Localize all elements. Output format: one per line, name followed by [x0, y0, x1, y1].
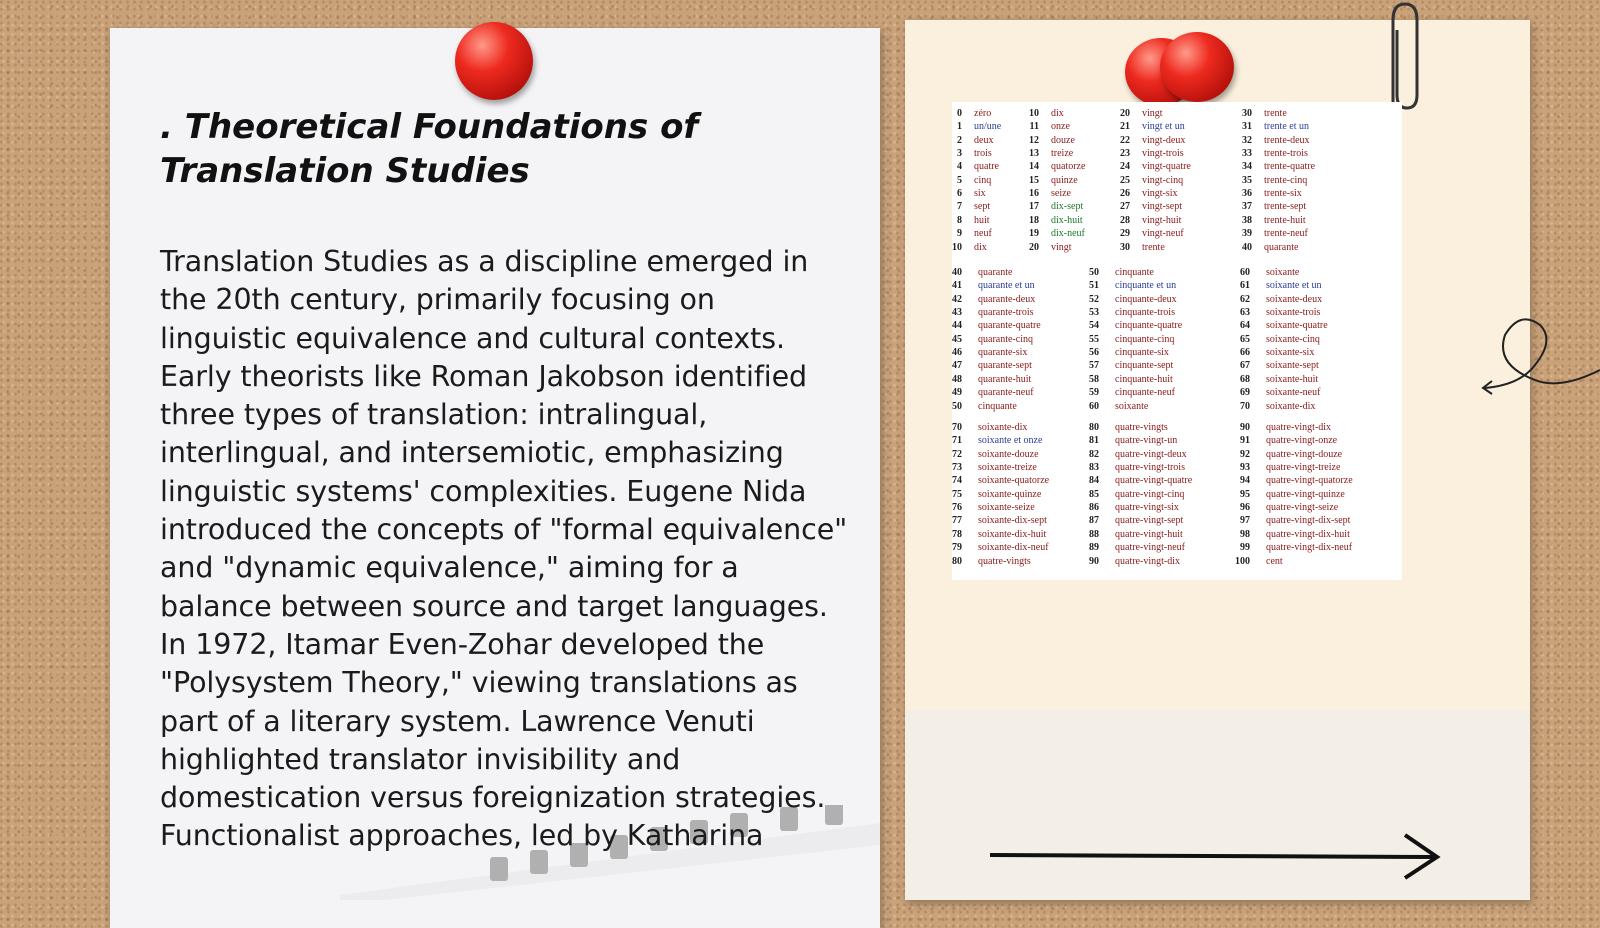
number-word: quatre-vingt-un	[1115, 435, 1178, 447]
number-word: soixante-dix-huit	[978, 528, 1047, 540]
number-row	[952, 294, 1402, 307]
number-digit: 20	[1029, 241, 1039, 253]
number-word: soixante-seize	[978, 502, 1035, 514]
number-word: trente-deux	[1264, 134, 1310, 146]
number-word: trente-huit	[1264, 214, 1306, 226]
number-word: soixante-huit	[1266, 373, 1319, 385]
number-digit: 68	[1240, 373, 1250, 385]
number-word: soixante-dix	[1266, 400, 1316, 412]
number-digit: 49	[952, 387, 962, 399]
number-digit: 36	[1242, 188, 1252, 200]
number-word: soixante-cinq	[1266, 333, 1320, 345]
number-word: cinquante	[978, 400, 1017, 412]
number-word: quatre-vingt-dix-sept	[1266, 515, 1351, 527]
number-digit: 80	[952, 555, 962, 567]
number-row	[952, 374, 1402, 387]
number-digit: 82	[1089, 448, 1099, 460]
number-digit: 30	[1242, 108, 1252, 119]
number-word: quarante et un	[978, 280, 1035, 292]
number-word: quatre-vingt-quinze	[1266, 488, 1345, 500]
number-word: vingt-neuf	[1142, 228, 1184, 240]
number-digit: 15	[1029, 174, 1039, 186]
number-word: dix-neuf	[1051, 228, 1085, 240]
number-word: cinquante-quatre	[1115, 320, 1183, 332]
number-row	[952, 135, 1402, 148]
number-word: soixante-quatorze	[978, 475, 1050, 487]
number-word: trente-cinq	[1264, 174, 1308, 186]
number-word: quatre-vingt-quatorze	[1266, 475, 1353, 487]
number-word: quarante	[978, 267, 1013, 278]
number-digit: 32	[1242, 134, 1252, 146]
number-digit: 11	[1029, 121, 1039, 133]
number-digit: 34	[1242, 161, 1252, 173]
number-word: soixante-quinze	[978, 488, 1042, 500]
number-word: vingt-huit	[1142, 214, 1182, 226]
number-row	[952, 215, 1402, 228]
number-digit: 60	[1089, 400, 1099, 412]
number-word: quatre-vingt-cinq	[1115, 488, 1185, 500]
number-word: quarante-quatre	[978, 320, 1041, 332]
number-digit: 70	[952, 422, 962, 433]
number-digit: 65	[1240, 333, 1250, 345]
number-word: cinquante et un	[1115, 280, 1177, 292]
number-digit: 40	[1242, 241, 1252, 253]
number-digit: 21	[1120, 121, 1130, 133]
number-digit: 96	[1240, 502, 1250, 514]
number-digit: 93	[1240, 462, 1250, 474]
number-word: cinquante-neuf	[1115, 387, 1175, 399]
number-word: quinze	[1051, 174, 1078, 186]
number-word: trente et un	[1264, 121, 1309, 133]
number-digit: 90	[1089, 555, 1099, 567]
number-row	[952, 449, 1402, 462]
number-digit: 47	[952, 360, 962, 372]
arrow-right-icon	[985, 830, 1445, 880]
number-row	[952, 422, 1402, 435]
number-word: cinquante-six	[1115, 347, 1169, 359]
number-digit: 100	[1235, 555, 1250, 567]
number-digit: 42	[952, 293, 962, 305]
number-word: quatre	[974, 161, 999, 173]
pushpin-icon	[455, 22, 533, 100]
number-row	[952, 320, 1402, 333]
number-word: vingt-six	[1142, 188, 1178, 200]
slide-title: . Theoretical Foundations of Translation Studies	[160, 107, 699, 191]
number-word: quatre-vingt-dix-huit	[1266, 528, 1350, 540]
number-word: quatorze	[1051, 161, 1086, 173]
number-row	[952, 542, 1402, 555]
number-digit: 97	[1240, 515, 1250, 527]
number-digit: 33	[1242, 148, 1252, 160]
number-row	[952, 462, 1402, 475]
number-word: quatre-vingt-sept	[1115, 515, 1184, 527]
number-digit: 5	[957, 174, 962, 186]
number-word: zéro	[974, 108, 992, 119]
number-word: six	[974, 188, 986, 200]
number-word: soixante	[1266, 267, 1300, 278]
number-word: soixante-deux	[1266, 293, 1323, 305]
number-word: cinquante-trois	[1115, 307, 1175, 319]
number-word: dix-sept	[1051, 201, 1084, 213]
number-word: quatre-vingts	[978, 555, 1031, 567]
number-digit: 29	[1120, 228, 1130, 240]
number-digit: 83	[1089, 462, 1099, 474]
number-word: dix	[1051, 108, 1064, 119]
number-word: quatre-vingt-trois	[1115, 462, 1185, 474]
number-word: trente-six	[1264, 188, 1302, 200]
number-digit: 35	[1242, 174, 1252, 186]
number-row	[952, 108, 1402, 121]
pushpin-icon	[1160, 32, 1234, 102]
number-digit: 26	[1120, 188, 1130, 200]
number-digit: 73	[952, 462, 962, 474]
number-word: quatre-vingt-dix	[1115, 555, 1180, 567]
number-word: quatre-vingt-six	[1115, 502, 1179, 514]
number-row	[952, 475, 1402, 488]
number-digit: 16	[1029, 188, 1039, 200]
number-word: quatre-vingt-huit	[1115, 528, 1183, 540]
number-word: quarante-neuf	[978, 387, 1034, 399]
number-row	[952, 188, 1402, 201]
number-digit: 80	[1089, 422, 1099, 433]
number-row	[952, 175, 1402, 188]
number-word: trente	[1142, 241, 1165, 253]
number-digit: 37	[1242, 201, 1252, 213]
number-digit: 27	[1120, 201, 1130, 213]
number-word: quatre-vingt-treize	[1266, 462, 1341, 474]
number-word: vingt-cinq	[1142, 174, 1184, 186]
number-digit: 13	[1029, 148, 1039, 160]
number-digit: 79	[952, 542, 962, 554]
number-word: un/une	[974, 121, 1002, 133]
number-word: sept	[974, 201, 991, 213]
number-word: seize	[1051, 188, 1071, 200]
number-digit: 86	[1089, 502, 1099, 514]
loop-arrow-doodle	[1480, 310, 1600, 410]
number-digit: 9	[957, 228, 962, 240]
number-digit: 1	[957, 121, 962, 133]
number-word: onze	[1051, 121, 1070, 133]
number-digit: 50	[1089, 267, 1099, 278]
number-digit: 99	[1240, 542, 1250, 554]
number-row	[952, 334, 1402, 347]
number-digit: 66	[1240, 347, 1250, 359]
number-row	[952, 307, 1402, 320]
number-word: trente-neuf	[1264, 228, 1308, 240]
number-word: soixante-sept	[1266, 360, 1319, 372]
number-word: soixante-dix	[978, 422, 1028, 433]
number-word: vingt et un	[1142, 121, 1185, 133]
number-word: dix	[974, 241, 987, 253]
number-digit: 89	[1089, 542, 1099, 554]
number-digit: 40	[952, 267, 962, 278]
number-word: deux	[974, 134, 994, 146]
number-digit: 22	[1120, 134, 1130, 146]
number-row	[952, 347, 1402, 360]
number-word: quatre-vingts	[1115, 422, 1168, 433]
number-word: quatre-vingt-onze	[1266, 435, 1338, 447]
number-row	[952, 502, 1402, 515]
number-word: quarante-cinq	[978, 333, 1033, 345]
number-digit: 44	[952, 320, 962, 332]
number-word: cinquante-deux	[1115, 293, 1177, 305]
number-word: quatre-vingt-dix-neuf	[1266, 542, 1353, 554]
number-word: cinquante	[1115, 267, 1154, 278]
number-word: quatre-vingt-quatre	[1115, 475, 1193, 487]
number-digit: 39	[1242, 228, 1252, 240]
number-word: vingt-deux	[1142, 134, 1186, 146]
number-word: vingt	[1051, 241, 1072, 253]
number-digit: 6	[957, 188, 962, 200]
number-digit: 92	[1240, 448, 1250, 460]
number-digit: 98	[1240, 528, 1250, 540]
number-digit: 38	[1242, 214, 1252, 226]
number-word: quatre-vingt-seize	[1266, 502, 1339, 514]
slide-body-text: Translation Studies as a discipline emerged in the 20th century, primarily focusing on linguistic equivalence and cultural contexts. Early theorists like Roman Jakobson identified three types of translation: intralingual, interlingual, and intersemiotic, emphasizing linguistic systems' complexities. Eugene Nida introduced the concepts of "formal equivalence" and "dynamic equivalence," aiming for a balance between source and target languages. In 1972, Itamar Even-Zohar developed the "Polysystem Theory," viewing translations as part of a literary system. Lawrence Venuti highlighted translator invisibility and domestication versus foreignization strategies. Functionalist approaches, led by Katharina	[160, 245, 848, 853]
number-digit: 31	[1242, 121, 1252, 133]
number-digit: 76	[952, 502, 962, 514]
number-digit: 25	[1120, 174, 1130, 186]
number-word: quatre-vingt-douze	[1266, 448, 1343, 460]
number-row	[952, 489, 1402, 502]
number-word: quarante-huit	[978, 373, 1032, 385]
number-digit: 4	[957, 161, 962, 173]
number-digit: 81	[1089, 435, 1099, 447]
number-row	[952, 267, 1402, 280]
number-word: vingt-sept	[1142, 201, 1182, 213]
number-word: soixante-dix-neuf	[978, 542, 1049, 554]
number-word: quatre-vingt-deux	[1115, 448, 1187, 460]
number-digit: 72	[952, 448, 962, 460]
number-word: trois	[974, 148, 992, 160]
number-word: cinquante-cinq	[1115, 333, 1175, 345]
number-word: soixante-douze	[978, 448, 1039, 460]
number-word: soixante et onze	[978, 435, 1043, 447]
number-word: vingt-trois	[1142, 148, 1184, 160]
number-digit: 71	[952, 435, 962, 447]
number-digit: 74	[952, 475, 962, 487]
number-word: quatre-vingt-neuf	[1115, 542, 1185, 554]
number-digit: 45	[952, 333, 962, 345]
number-digit: 23	[1120, 148, 1130, 160]
number-digit: 51	[1089, 280, 1099, 292]
number-row	[952, 515, 1402, 528]
number-digit: 75	[952, 488, 962, 500]
number-word: soixante-six	[1266, 347, 1315, 359]
number-digit: 10	[952, 241, 962, 253]
number-digit: 77	[952, 515, 962, 527]
number-digit: 54	[1089, 320, 1099, 332]
number-row	[952, 360, 1402, 373]
number-digit: 43	[952, 307, 962, 319]
number-word: soixante-dix-sept	[978, 515, 1047, 527]
number-digit: 64	[1240, 320, 1250, 332]
number-digit: 78	[952, 528, 962, 540]
number-word: soixante et un	[1266, 280, 1322, 292]
number-digit: 0	[957, 108, 962, 119]
number-digit: 12	[1029, 134, 1039, 146]
number-word: neuf	[974, 228, 992, 240]
number-word: quarante-deux	[978, 293, 1036, 305]
number-word: cent	[1266, 555, 1283, 567]
number-row	[952, 121, 1402, 134]
number-word: trente	[1264, 108, 1287, 119]
number-word: treize	[1051, 148, 1074, 160]
number-word: quarante-trois	[978, 307, 1034, 319]
number-word: trente-trois	[1264, 148, 1308, 160]
number-row	[952, 401, 1402, 414]
number-word: trente-quatre	[1264, 161, 1316, 173]
number-digit: 95	[1240, 488, 1250, 500]
number-digit: 19	[1029, 228, 1039, 240]
number-digit: 8	[957, 214, 962, 226]
number-digit: 7	[957, 201, 962, 213]
number-word: trente-sept	[1264, 201, 1307, 213]
number-digit: 90	[1240, 422, 1250, 433]
number-word: vingt	[1142, 108, 1163, 119]
number-digit: 59	[1089, 387, 1099, 399]
number-word: soixante-treize	[978, 462, 1037, 474]
number-word: quatre-vingt-dix	[1266, 422, 1331, 433]
number-digit: 61	[1240, 280, 1250, 292]
number-digit: 55	[1089, 333, 1099, 345]
number-digit: 48	[952, 373, 962, 385]
number-digit: 67	[1240, 360, 1250, 372]
number-word: huit	[974, 214, 990, 226]
number-digit: 10	[1029, 108, 1039, 119]
number-digit: 57	[1089, 360, 1099, 372]
number-digit: 50	[952, 400, 962, 412]
number-digit: 3	[957, 148, 962, 160]
number-digit: 18	[1029, 214, 1039, 226]
number-word: soixante	[1115, 400, 1149, 412]
number-word: soixante-neuf	[1266, 387, 1321, 399]
number-row	[952, 529, 1402, 542]
number-word: cinquante-huit	[1115, 373, 1173, 385]
number-word: quarante	[1264, 241, 1299, 253]
number-row	[952, 280, 1402, 293]
number-digit: 14	[1029, 161, 1039, 173]
number-digit: 24	[1120, 161, 1130, 173]
number-digit: 2	[957, 134, 962, 146]
number-digit: 84	[1089, 475, 1099, 487]
number-row	[952, 387, 1402, 400]
number-word: soixante-trois	[1266, 307, 1321, 319]
number-word: cinquante-sept	[1115, 360, 1174, 372]
number-digit: 20	[1120, 108, 1130, 119]
number-row	[952, 556, 1402, 569]
number-digit: 69	[1240, 387, 1250, 399]
number-digit: 52	[1089, 293, 1099, 305]
number-digit: 63	[1240, 307, 1250, 319]
number-row	[952, 228, 1402, 241]
number-digit: 41	[952, 280, 962, 292]
number-word: quarante-six	[978, 347, 1028, 359]
number-word: douze	[1051, 134, 1075, 146]
number-digit: 70	[1240, 400, 1250, 412]
number-digit: 58	[1089, 373, 1099, 385]
french-numbers-table	[952, 102, 1402, 580]
number-digit: 60	[1240, 267, 1250, 278]
number-digit: 53	[1089, 307, 1099, 319]
number-digit: 85	[1089, 488, 1099, 500]
number-digit: 91	[1240, 435, 1250, 447]
number-word: quarante-sept	[978, 360, 1032, 372]
number-row	[952, 201, 1402, 214]
number-digit: 87	[1089, 515, 1099, 527]
number-word: cinq	[974, 174, 992, 186]
number-digit: 28	[1120, 214, 1130, 226]
number-digit: 30	[1120, 241, 1130, 253]
number-digit: 88	[1089, 528, 1099, 540]
number-row	[952, 435, 1402, 448]
number-word: vingt-quatre	[1142, 161, 1191, 173]
number-digit: 56	[1089, 347, 1099, 359]
number-row	[952, 148, 1402, 161]
number-word: dix-huit	[1051, 214, 1083, 226]
number-word: soixante-quatre	[1266, 320, 1328, 332]
number-digit: 17	[1029, 201, 1039, 213]
number-row	[952, 161, 1402, 174]
number-digit: 94	[1240, 475, 1250, 487]
number-row	[952, 242, 1402, 255]
number-digit: 62	[1240, 293, 1250, 305]
number-digit: 46	[952, 347, 962, 359]
